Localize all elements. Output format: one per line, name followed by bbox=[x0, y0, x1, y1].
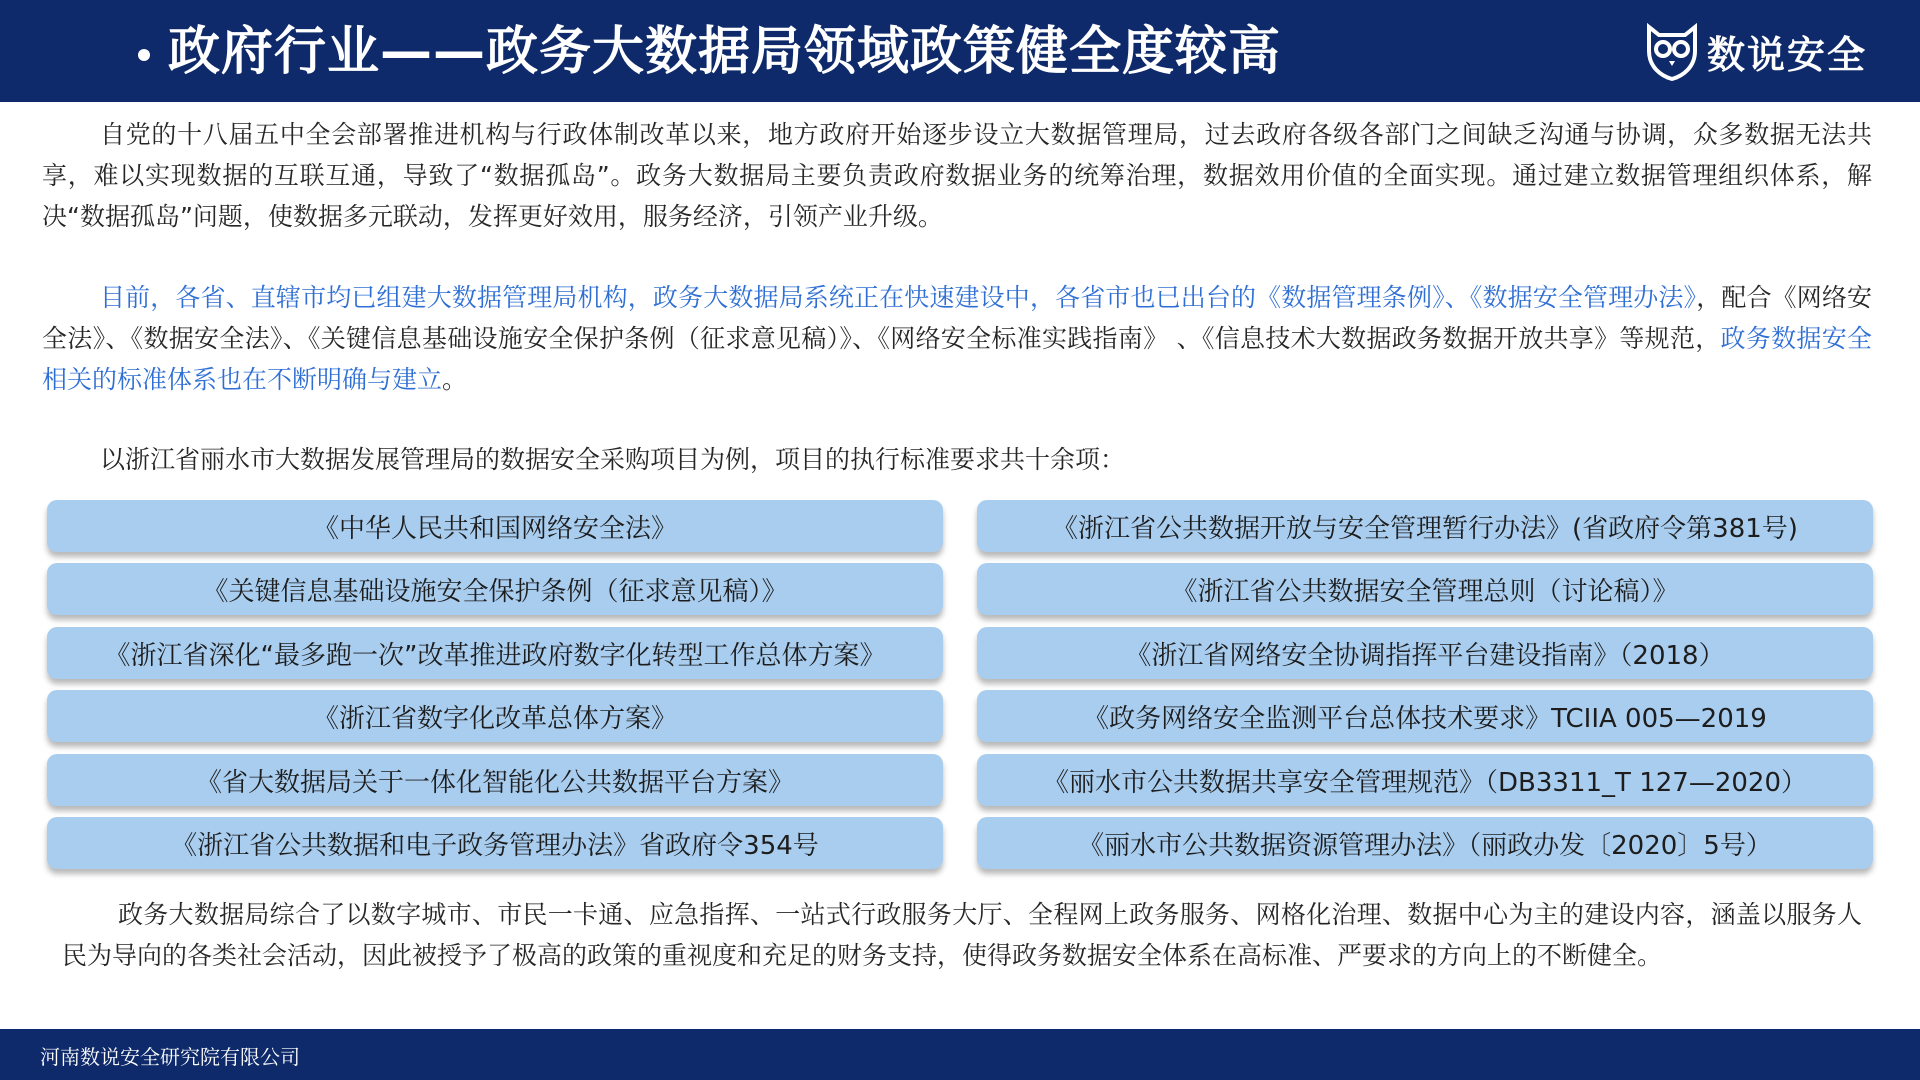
header-bar bbox=[0, 0, 1920, 102]
title-bullet-icon bbox=[138, 49, 150, 61]
standard-box: 《关键信息基础设施安全保护条例（征求意见稿）》 bbox=[47, 563, 943, 615]
standard-box: 《丽水市公共数据资源管理办法》（丽政办发〔2020〕5号） bbox=[977, 817, 1873, 869]
standard-box: 《中华人民共和国网络安全法》 bbox=[47, 500, 943, 552]
standard-box: 《省大数据局关于一体化智能化公共数据平台方案》 bbox=[47, 754, 943, 806]
standard-box: 《浙江省深化“最多跑一次”改革推进政府数字化转型工作总体方案》 bbox=[47, 627, 943, 679]
page-title: 政府行业——政务大数据局领域政策健全度较高 bbox=[168, 22, 1282, 82]
owl-shield-icon bbox=[1645, 21, 1699, 81]
policy-highlight-a: 目前，各省、直辖市均已组建大数据管理局机构，政务大数据局系统正在快速建设中，各省市也已出台的《数据管理条例》、《数据安全管理办法》 bbox=[100, 283, 1697, 312]
policy-normal-text: ，配合《网络安全法》、《数据安全法》、《关键信息基础设施安全保护条例（征求意见稿）》、《网络安全标准实践指南》 、《信息技术大数据政务数据开放共享》等规范， bbox=[42, 283, 1872, 353]
footer-company: 河南数说安全研究院有限公司 bbox=[40, 1045, 300, 1069]
standard-box: 《浙江省公共数据开放与安全管理暂行办法》(省政府令第381号) bbox=[977, 500, 1873, 552]
standard-box: 《浙江省公共数据安全管理总则（讨论稿）》 bbox=[977, 563, 1873, 615]
policy-paragraph bbox=[42, 277, 1872, 400]
brand-logo bbox=[1645, 18, 1867, 84]
standard-box: 《浙江省网络安全协调指挥平台建设指南》（2018） bbox=[977, 627, 1873, 679]
standard-box: 《浙江省数字化改革总体方案》 bbox=[47, 690, 943, 742]
footer-bar bbox=[0, 1029, 1920, 1080]
summary-paragraph: 政务大数据局综合了以数字城市、市民一卡通、应急指挥、一站式行政服务大厅、全程网上政务服务、网格化治理、数据中心为主的建设内容，涵盖以服务人民为导向的各类社会活动，因此被授予了极高的政策的重视度和充足的财务支持，使得政务数据安全体系在高标准、严要求的方向上的不断健全。 bbox=[62, 900, 1862, 970]
policy-highlight-b: 政务数据安全相关的标准体系也在不断明确与建立 bbox=[42, 324, 1872, 394]
standard-box: 《浙江省公共数据和电子政务管理办法》省政府令354号 bbox=[47, 817, 943, 869]
example-intro-paragraph: 以浙江省丽水市大数据发展管理局的数据安全采购项目为例，项目的执行标准要求共十余项： bbox=[100, 445, 1126, 474]
standard-box: 《政务网络安全监测平台总体技术要求》TCIIA 005—2019 bbox=[977, 690, 1873, 742]
policy-end-text: 。 bbox=[442, 365, 468, 394]
logo-text: 数说安全 bbox=[1707, 32, 1868, 77]
standard-box: 《丽水市公共数据共享安全管理规范》（DB3311_T 127—2020） bbox=[977, 754, 1873, 806]
intro-paragraph: 自党的十八届五中全会部署推进机构与行政体制改革以来，地方政府开始逐步设立大数据管理局，过去政府各级各部门之间缺乏沟通与协调，众多数据无法共享，难以实现数据的互联互通，导致了“数据孤岛”。政务大数据局主要负责政府数据业务的统筹治理，数据效用价值的全面实现。通过建立数据管理组织体系，解决“数据孤岛”问题，使数据多元联动，发挥更好效用，服务经济，引领产业升级。 bbox=[42, 120, 1872, 231]
